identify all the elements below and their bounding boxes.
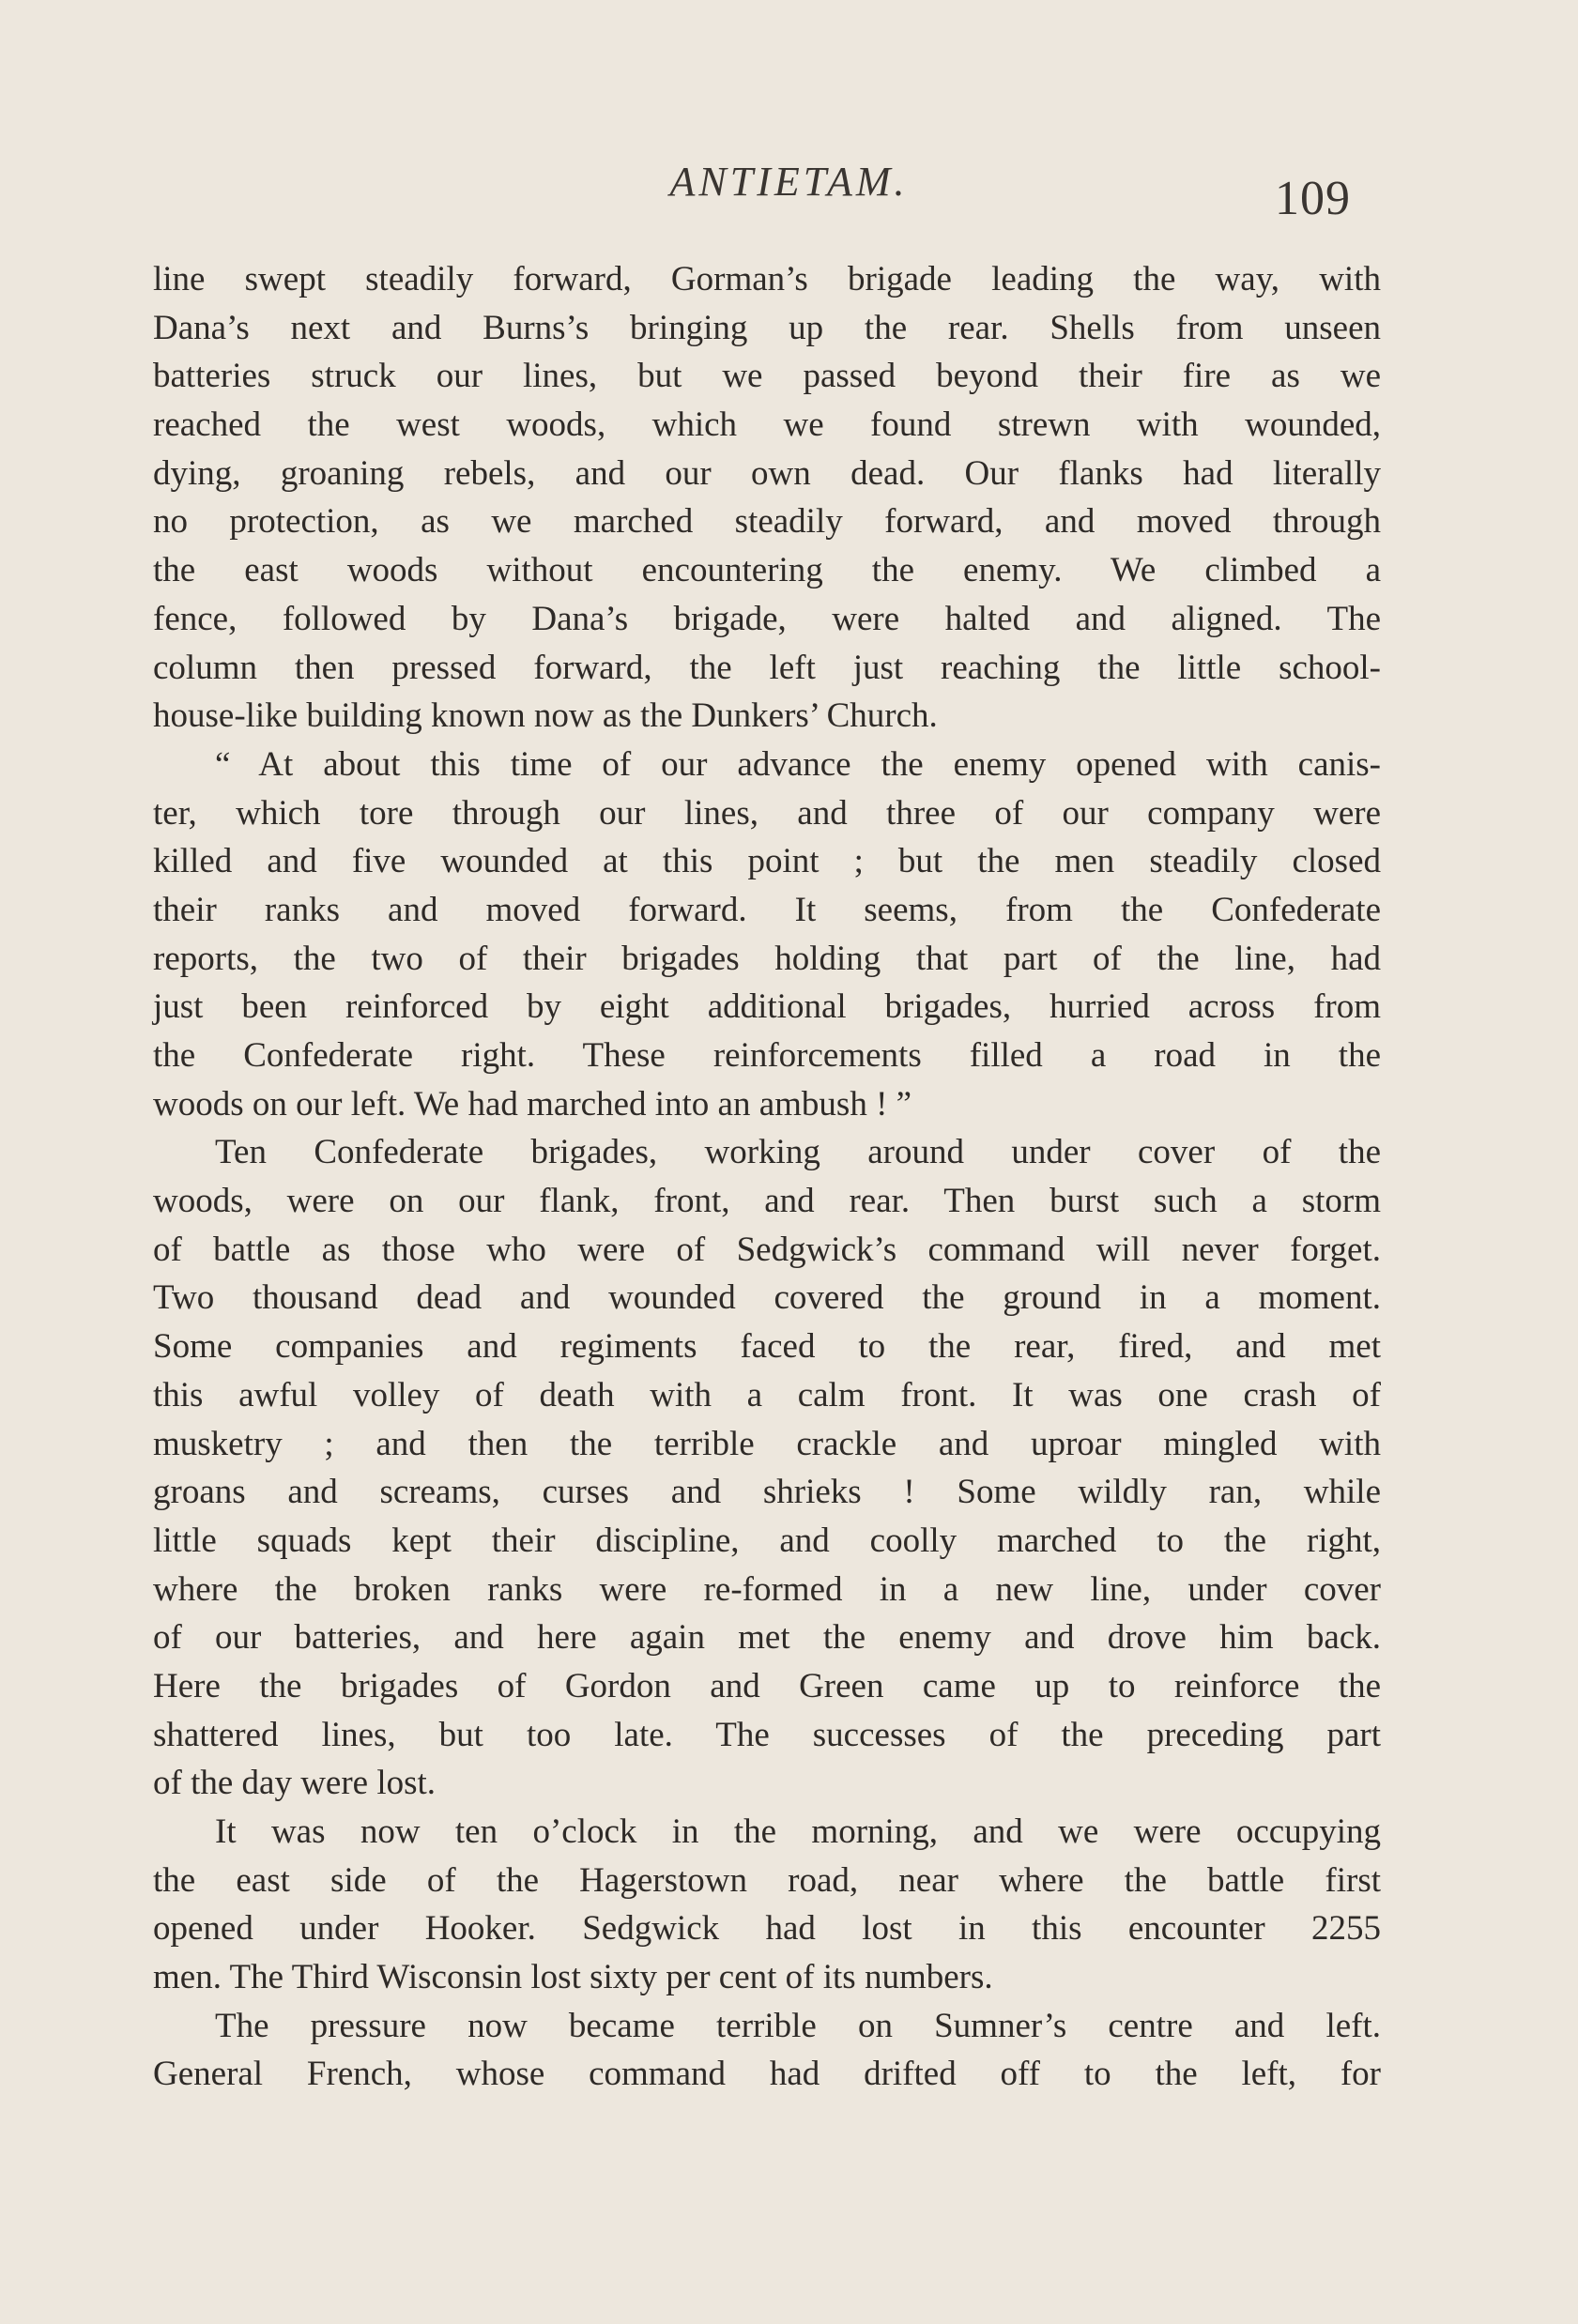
text-line: The pressure now became terrible on Sumner’s centre and left.: [215, 2006, 1381, 2045]
text-line: little squads kept their discipline, and coolly marched to the right,: [153, 1521, 1381, 1560]
text-line: dying, groaning rebels, and our own dead. Our flanks had literally: [153, 453, 1381, 493]
text-line: batteries struck our lines, but we passed beyond their fire as we: [153, 357, 1381, 396]
text-line: just been reinforced by eight additional brigades, hurried across from: [153, 987, 1381, 1027]
text-line: opened under Hooker. Sedgwick had lost in this encounter 2255: [153, 1909, 1381, 1949]
text-line: of battle as those who were of Sedgwick’s command will never forget.: [153, 1230, 1381, 1269]
text-line: groans and screams, curses and shrieks ! Some wildly ran, while: [153, 1473, 1381, 1512]
text-line: their ranks and moved forward. It seems, from the Confederate: [153, 890, 1381, 929]
text-line: shattered lines, but too late. The successes of the preceding part: [153, 1715, 1381, 1754]
page-number: 109: [1275, 172, 1351, 225]
body-text: [153, 255, 1381, 2099]
text-line: woods on our left. We had marched into an ambush ! ”: [153, 1084, 912, 1124]
text-line: fence, followed by Dana’s brigade, were halted and aligned. The: [153, 599, 1381, 638]
running-head: ANTIETAM.: [669, 159, 909, 205]
text-line: the Confederate right. These reinforcements filled a road in the: [153, 1036, 1381, 1075]
text-line: woods, were on our flank, front, and rear. Then burst such a storm: [153, 1182, 1381, 1221]
text-line: Here the brigades of Gordon and Green came up to reinforce the: [153, 1666, 1381, 1705]
text-line: “ At about this time of our advance the enemy opened with canis-: [215, 744, 1381, 784]
text-line: Dana’s next and Burns’s bringing up the rear. Shells from unseen: [153, 308, 1381, 347]
text-line: the east woods without encountering the enemy. We climbed a: [153, 551, 1381, 590]
text-line: of our batteries, and here again met the enemy and drove him back.: [153, 1618, 1381, 1658]
text-line: the east side of the Hagerstown road, near where the battle first: [153, 1860, 1381, 1900]
text-line: killed and five wounded at this point ; but the men steadily closed: [153, 842, 1381, 881]
text-line: no protection, as we marched steadily forward, and moved through: [153, 502, 1381, 542]
text-line: of the day were lost.: [153, 1764, 437, 1803]
text-line: ter, which tore through our lines, and three of our company were: [153, 793, 1381, 833]
text-line: Some companies and regiments faced to the rear, fired, and met: [153, 1327, 1381, 1367]
text-line: house-like building known now as the Dunkers’ Church.: [153, 696, 938, 736]
text-line: It was now ten o’clock in the morning, and we were occupying: [215, 1812, 1381, 1851]
text-line: reports, the two of their brigades holding that part of the line, had: [153, 939, 1381, 978]
text-line: line swept steadily forward, Gorman’s brigade leading the way, with: [153, 260, 1381, 298]
text-line: men. The Third Wisconsin lost sixty per cent of its numbers.: [153, 1958, 993, 1997]
text-line: General French, whose command had drifted off to the left, for: [153, 2055, 1381, 2094]
text-line: reached the west woods, which we found strewn with wounded,: [153, 405, 1381, 445]
text-line: this awful volley of death with a calm front. It was one crash of: [153, 1375, 1381, 1414]
text-line: where the broken ranks were re-formed in a new line, under cover: [153, 1569, 1381, 1609]
text-line: column then pressed forward, the left just reaching the little school-: [153, 648, 1381, 687]
text-line: musketry ; and then the terrible crackle and uproar mingled with: [153, 1424, 1381, 1463]
text-line: Ten Confederate brigades, working around under cover of the: [215, 1133, 1381, 1172]
text-line: Two thousand dead and wounded covered the ground in a moment.: [153, 1278, 1381, 1318]
